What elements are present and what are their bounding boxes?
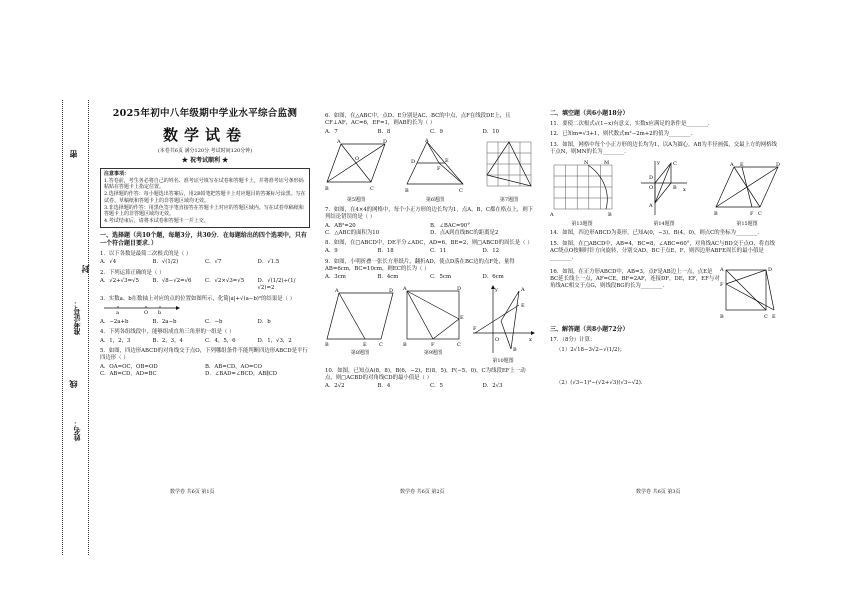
option: A．AB²=20	[325, 222, 356, 229]
binding-mark: 密	[68, 150, 78, 158]
option: C．4，5，6	[205, 337, 236, 344]
question-8	[325, 240, 535, 256]
option: A．1，2，3	[100, 337, 131, 344]
svg-text:M: M	[604, 160, 610, 167]
svg-text:A: A	[425, 137, 429, 144]
svg-text:F: F	[750, 211, 754, 218]
figure-caption: 第10题图	[492, 357, 514, 364]
svg-text:A: A	[335, 287, 339, 294]
question-5	[100, 348, 310, 378]
exam-info: (本卷共6页 满分120分 考试时间120分钟)	[157, 148, 253, 155]
notice-item: 1.答卷前，考生务必将自己的姓名、准考证号填写在试卷和答题卡上，并将准考证号条形码粘贴在答题卡上指定位置。	[104, 177, 304, 191]
question-7	[325, 207, 535, 237]
svg-text:B: B	[714, 211, 718, 218]
figure-10	[471, 285, 535, 365]
svg-text:D: D	[389, 287, 394, 294]
svg-text:N: N	[584, 160, 589, 167]
figures-13-15	[550, 159, 780, 227]
question-stem: 1．以下各数是最简二次根式的是（ ）	[100, 251, 192, 258]
svg-text:E: E	[445, 157, 449, 164]
question-stem: 7．如图，在4×4的网格中，每个小正方形的边长均为1，点A，B，C都在格点上，则下列结论错误的是（ ）	[325, 206, 534, 221]
option: D．12	[482, 248, 500, 255]
question-stem: 2．下列运算正确的是（ ）	[100, 269, 165, 276]
svg-text:O: O	[649, 185, 654, 192]
option: C．√7	[205, 259, 222, 266]
option: B．4	[377, 383, 391, 390]
option: A．√4	[100, 259, 117, 266]
section-2-heading: 二、填空题（共6小题18分）	[550, 110, 629, 117]
svg-text:B: B	[405, 187, 409, 194]
figure-caption: 第6题图	[425, 197, 445, 204]
question-9	[325, 259, 535, 282]
svg-text:B: B	[608, 212, 612, 219]
rhombus-coordinate-figure	[639, 159, 689, 217]
question-stem: 6．如图，在△ABC中，点D、E分别是AC、BC的中点，点F在线段DE上，且CF⊥AF，AC=6，EF=1，则AB的长为（ ）	[325, 113, 511, 127]
id-label: 准考证号：	[72, 300, 81, 335]
svg-text:C: C	[673, 161, 677, 168]
question-11: 11．要使二次根式√(1−x)有意义，实数x应满足的条件是________．	[550, 121, 714, 128]
option: A．9	[325, 248, 338, 255]
page-footer: 数学卷 共6页 第1页	[170, 489, 215, 495]
figure-caption: 第15题图	[736, 220, 758, 227]
svg-text:B: B	[513, 346, 517, 353]
option: B．∠BAC=90°	[430, 222, 470, 229]
svg-text:C: C	[459, 187, 463, 194]
section-3-heading: 三、解答题（共8小题72分）	[550, 325, 629, 333]
question-4	[100, 329, 310, 345]
figure-caption: 第13题图	[571, 220, 593, 227]
svg-text:F: F	[437, 165, 441, 172]
question-3	[100, 296, 310, 327]
svg-text:D: D	[768, 266, 773, 273]
figures-8-10	[325, 285, 535, 365]
question-15: 15．如图，在□ABCD中，AB=4，BC=8，∠ABC=60°，对角线AC与BD交于点O，将直线AC绕点O按顺时针方向旋转，分别交AD，BC于点E，F，则四边形ABFE周长的最小值是________．	[550, 240, 775, 262]
parallelogram-figure	[325, 138, 387, 194]
svg-text:C: C	[370, 185, 374, 192]
question-14: 14．如图，四边形ABCD为菱形，已知A(0，−3)，B(4，0)，则点C的坐标为________．	[550, 230, 763, 237]
svg-text:B: B	[720, 313, 724, 320]
option: D．点A到直线BC的距离是2	[430, 229, 499, 236]
option: D．6cm	[482, 274, 504, 281]
subject-title: 数学试卷	[162, 125, 247, 144]
svg-text:A: A	[403, 285, 407, 292]
section-1-heading: 一、选择题（共10个题，每题3分，共30分．在每题给出的四个选项中，只有一个符合题目要求．）	[100, 231, 307, 247]
option: D．b	[257, 319, 271, 326]
binding-strip	[0, 0, 92, 595]
question-13: 13．如图，网格中每个小正方形的边长均为1，以A为圆心，AB为半径画弧，交最上方的网格线于点N，则MN的长为________．	[550, 141, 777, 155]
figure-5	[325, 138, 387, 204]
option: A．√2+√3=√5	[100, 277, 139, 284]
svg-text:O: O	[355, 155, 360, 162]
svg-text:C: C	[758, 211, 762, 218]
exam-title: 2025年初中八年级期中学业水平综合监测	[112, 108, 298, 119]
svg-text:D: D	[649, 175, 654, 182]
option: D．√1.5	[257, 259, 280, 266]
option: B．AB=CD，AO=CO	[205, 363, 262, 370]
notice-heading: 注意事项：	[104, 170, 130, 177]
question-2	[100, 270, 310, 293]
figure-caption: 第9题图	[423, 349, 443, 356]
question-stem: 5．如图，四边形ABCD的对角线交于点O，下列哪组条件不能判断四边形ABCD是平行四边形（ ）	[100, 348, 308, 362]
question-16-block	[550, 266, 780, 322]
option: D．10	[482, 128, 500, 135]
svg-text:D: D	[383, 138, 388, 145]
figure-8	[325, 285, 395, 365]
page-footer: 数学卷 共6页 第3页	[636, 489, 681, 495]
option: A．2√2	[325, 383, 345, 390]
svg-text:C: C	[457, 341, 461, 348]
question-stem: 9．如图，小明折叠一张长方形纸片，翻折AD，使点D落在BC边的点F处，量得AB=6cm，BC=10cm，则EC的长为（ ）	[325, 258, 515, 273]
figure-7	[483, 138, 535, 204]
dotted-line	[62, 100, 63, 555]
svg-text:B: B	[403, 341, 407, 348]
svg-text:y: y	[495, 286, 498, 293]
option: C．−b	[205, 319, 223, 326]
figure-9	[403, 285, 463, 365]
question-6	[325, 113, 535, 136]
option: A．OA=OC，OB=OD	[100, 363, 158, 370]
figures-5-7	[325, 138, 535, 204]
option: A．−2a+b	[100, 319, 129, 326]
option: B．2，3，4	[152, 337, 183, 344]
option: B．√8−√2=√6	[152, 277, 192, 284]
svg-text:F: F	[431, 341, 435, 348]
notice-item: 4.考试结束后，请将本试卷和答题卡一并上交。	[104, 218, 209, 225]
svg-text:A: A	[337, 138, 341, 145]
option: B．18	[377, 248, 394, 255]
option: C．√2×√3=√5	[205, 277, 245, 284]
option: D．∠BAD=∠BCD，AB∥CD	[205, 370, 278, 377]
figure-6	[405, 138, 465, 204]
option: A．7	[325, 128, 338, 135]
question-17: 17．（8分）计算：	[550, 336, 596, 343]
svg-text:A: A	[550, 212, 554, 219]
figure-13	[550, 159, 614, 227]
svg-text:E: E	[740, 162, 744, 169]
figure-caption: 第5题图	[346, 197, 366, 204]
option: D．√(1/2)÷(1/√2)=2	[257, 277, 296, 292]
option: D．1，√3，2	[257, 337, 292, 344]
grid-figure	[483, 138, 535, 194]
svg-text:F: F	[720, 281, 724, 288]
svg-text:x: x	[529, 336, 532, 343]
svg-text:E: E	[772, 313, 776, 320]
svg-text:A: A	[521, 286, 525, 293]
option: B．4cm	[377, 274, 399, 281]
svg-text:C: C	[764, 313, 768, 320]
question-stem: 10．如图，已知点A(8，8)，B(6，−2)，E(8，5)，F(−5，0)，C为线段EF上一动点，则□ACBD的对角线CD的最小值是（ ）	[325, 367, 526, 381]
axis-label-o: O	[144, 309, 149, 316]
question-12: 12．已知m=√3+1，则代数式m²−2m+2的值为________．	[550, 131, 696, 138]
option: C．△ABC的面积为10	[325, 229, 380, 236]
grid-arc-figure	[550, 159, 614, 217]
question-stem: 4．下列各组线段中，能够组成直角三角形的一组是（ ）	[100, 329, 235, 336]
axis-label-a: a	[116, 309, 119, 316]
question-1	[100, 251, 310, 267]
option: C．5	[430, 383, 443, 390]
column-1	[100, 108, 310, 378]
triangle-figure	[405, 138, 465, 194]
question-17-part-1: （1）2√18−3√2−√(1/2)；	[556, 346, 625, 353]
folding-figure	[403, 285, 463, 347]
parallelogram-figure	[325, 285, 395, 347]
svg-text:E: E	[521, 302, 525, 309]
notice-item: 2.选择题的作答：每小题选出答案后，用2B铅笔把答题卡上对应题目的答案标号涂黑。写在试卷、草稿纸和答题卡上的非答题区域均无效。	[104, 191, 306, 204]
column-3	[550, 110, 780, 388]
svg-text:D: D	[776, 162, 781, 169]
svg-text:F: F	[473, 325, 477, 332]
figure-caption: 第14题图	[653, 220, 675, 227]
svg-text:y: y	[657, 160, 660, 167]
dotted-line	[88, 100, 89, 555]
question-stem: 8．如图，在□ABCD中，DE平分∠ADC，AD=6，BE=2，则□ABCD的周长是（ ）	[325, 240, 533, 247]
axis-label-b: b	[158, 309, 162, 316]
binding-mark: 线	[68, 380, 78, 388]
svg-text:A: A	[720, 266, 724, 273]
question-17-part-2: （2）(√3−1)²−(√2+√3)(√3−√2)．	[556, 380, 647, 387]
svg-text:B: B	[325, 341, 329, 348]
number-line-figure	[100, 303, 180, 315]
column-2	[325, 110, 535, 391]
coordinate-figure	[471, 285, 535, 355]
binding-mark: 封	[80, 265, 90, 273]
parallelogram-rotation-figure	[714, 159, 780, 217]
figure-caption: 第8题图	[350, 349, 370, 356]
svg-text:D: D	[457, 285, 462, 292]
option: A．3cm	[325, 274, 346, 281]
svg-text:A: A	[730, 162, 734, 169]
svg-text:E: E	[363, 341, 367, 348]
figure-14	[639, 159, 689, 227]
figure-15	[714, 159, 780, 227]
good-luck: ★ 祝考试顺利 ★	[181, 156, 229, 164]
figure-caption: 第7题图	[499, 197, 519, 204]
name-label: 姓名：	[72, 420, 81, 441]
question-16: 16．如图，在正方形ABCD中，AB=3，点F是AB边上一点，点E是BC延长线上一点，AF=CE，BF=2AF，连接DF，DE，EF，EF与对角线AC相交于点G，则线段BG的长为________．	[550, 268, 720, 290]
notice-item: 3.非选择题的作答：用黑色签字笔直接答在答题卡上对应的答题区域内。写在试卷草稿纸和答题卡上的非答题区域均无效。	[104, 204, 304, 218]
option: C．AB=CD，AD=BC	[100, 370, 157, 377]
notice-box	[100, 168, 310, 228]
question-stem: 3．实数a、b在数轴上对应的点的位置如图所示，化简|a|+√(a−b)²的结果是（ ）	[100, 295, 296, 302]
option: B．√(1/2)	[152, 259, 179, 266]
svg-text:E: E	[460, 314, 464, 321]
svg-text:C: C	[379, 341, 383, 348]
option: C．5cm	[430, 274, 452, 281]
svg-text:B: B	[325, 185, 329, 192]
svg-text:B: B	[673, 185, 677, 192]
option: C．11	[430, 248, 447, 255]
option: C．9	[430, 128, 443, 135]
svg-text:D: D	[411, 158, 416, 165]
square-figure	[720, 266, 776, 322]
page-footer: 数学卷 共6页 第2页	[400, 489, 445, 495]
question-10	[325, 368, 535, 391]
option: B．2a−b	[152, 319, 177, 326]
svg-text:x: x	[683, 187, 686, 194]
option: B．8	[377, 128, 391, 135]
svg-text:O: O	[495, 336, 500, 343]
option: D．2√3	[482, 383, 503, 390]
svg-text:A: A	[649, 203, 653, 210]
